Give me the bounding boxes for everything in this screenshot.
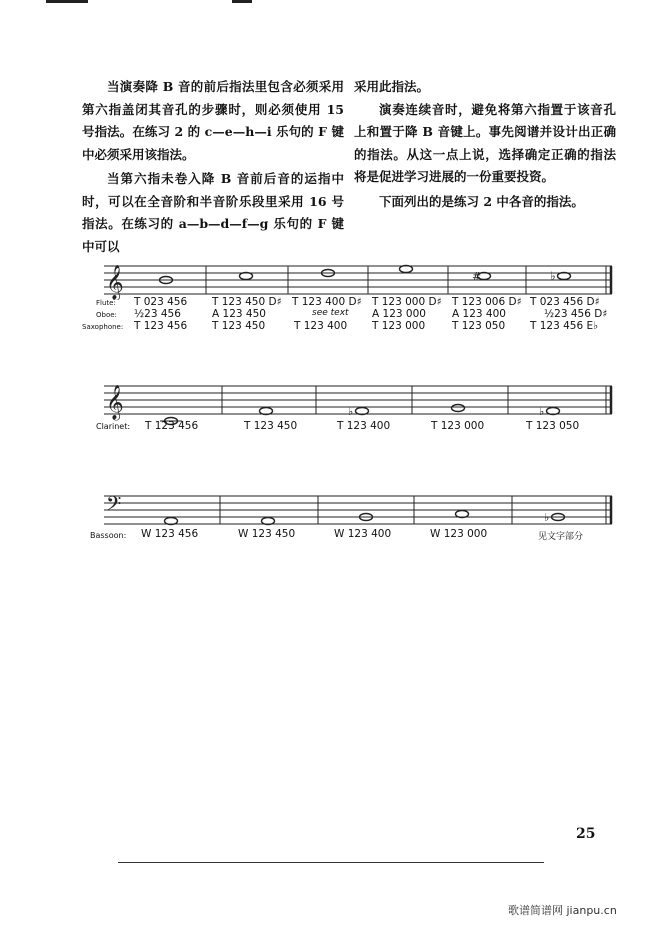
paragraph-right-2: 下面列出的是练习 2 中各音的指法。 (379, 193, 584, 209)
oboe-fingering-2: A 123 450 (212, 308, 266, 320)
sax-fingering-5: T 123 050 (452, 320, 506, 332)
bassoon-fingering-4: W 123 000 (430, 528, 488, 540)
paragraph-right-0: 采用此指法。 (354, 79, 430, 94)
label-clarinet: Clarinet: (96, 422, 131, 431)
bassoon-fingering-3: W 123 400 (334, 528, 392, 540)
bottom-rule (118, 862, 544, 863)
oboe-fingering-3: see text (312, 308, 349, 318)
treble-clef-icon: 𝄞 (106, 385, 124, 420)
label-saxophone: Saxophone: (82, 323, 124, 331)
bassoon-fingering-5: 见文字部分 (538, 532, 584, 542)
oboe-fingering-5: A 123 400 (452, 308, 506, 320)
svg-text:♭: ♭ (348, 405, 354, 418)
oboe-fingering-6: ½23 456 D♯ (544, 308, 608, 320)
label-oboe: Oboe: (96, 311, 117, 319)
clarinet-fingering-4: T 123 000 (431, 420, 485, 432)
flute-fingering-3: T 123 400 D♯ (292, 296, 362, 308)
label-flute: Flute: (96, 299, 116, 307)
paragraph-left-2: 当第六指未卷入降 B 音前后音的运指中时，可以在全音阶和半音阶乐段里采用 16 号指法。在练习的 a—b—d—f—g 乐句的 F 键中可以 (82, 171, 344, 254)
bass-clef-icon: 𝄢 (106, 492, 122, 520)
flute-fingering-5: T 123 006 D♯ (452, 296, 522, 308)
svg-text:♭: ♭ (544, 511, 550, 524)
treble-clef-icon: 𝄞 (106, 265, 124, 300)
clarinet-fingering-2: T 123 450 (244, 420, 298, 432)
sax-fingering-6: T 123 456 E♭ (530, 320, 599, 332)
sax-fingering-2: T 123 450 (212, 320, 266, 332)
flute-fingering-6: T 023 456 D♯ (530, 296, 600, 308)
sax-fingering-3: T 123 400 (294, 320, 348, 332)
clarinet-fingering-5: T 123 050 (526, 420, 580, 432)
label-bassoon: Bassoon: (90, 531, 127, 540)
page-number: 25 (576, 826, 596, 842)
flute-fingering-2: T 123 450 D♯ (212, 296, 282, 308)
clarinet-fingering-3: T 123 400 (337, 420, 391, 432)
paragraph-left-1: 当演奏降 B 音的前后指法里包含必须采用第六指盖闭其音孔的步骤时，则必须使用 15 号指法。在练习 2 的 c—e—h—i 乐句的 F 键中必须采用该指法。 (82, 79, 344, 162)
flute-fingering-1: T 023 456 (134, 296, 188, 308)
svg-text:♭: ♭ (539, 405, 545, 418)
oboe-fingering-1: ½23 456 (134, 308, 181, 320)
oboe-fingering-4: A 123 000 (372, 308, 426, 320)
paragraph-right-1: 演奏连续音时，避免将第六指置于该音孔上和置于降 B 音键上。事先阅谱并设计出正确的指法。从这一点上说，选择确定正确的指法将是促进学习进展的一份重要投资。 (354, 101, 616, 184)
svg-text:#: # (472, 270, 482, 283)
clarinet-fingering-1: T 123 456 (145, 420, 199, 432)
bassoon-fingering-2: W 123 450 (238, 528, 296, 540)
sax-fingering-1: T 123 456 (134, 320, 188, 332)
flute-fingering-4: T 123 000 D♯ (372, 296, 442, 308)
svg-text:♭: ♭ (550, 269, 556, 283)
sax-fingering-4: T 123 000 (372, 320, 426, 332)
bassoon-fingering-1: W 123 456 (141, 528, 199, 540)
watermark: 歌谱简谱网 jianpu.cn (508, 904, 617, 917)
